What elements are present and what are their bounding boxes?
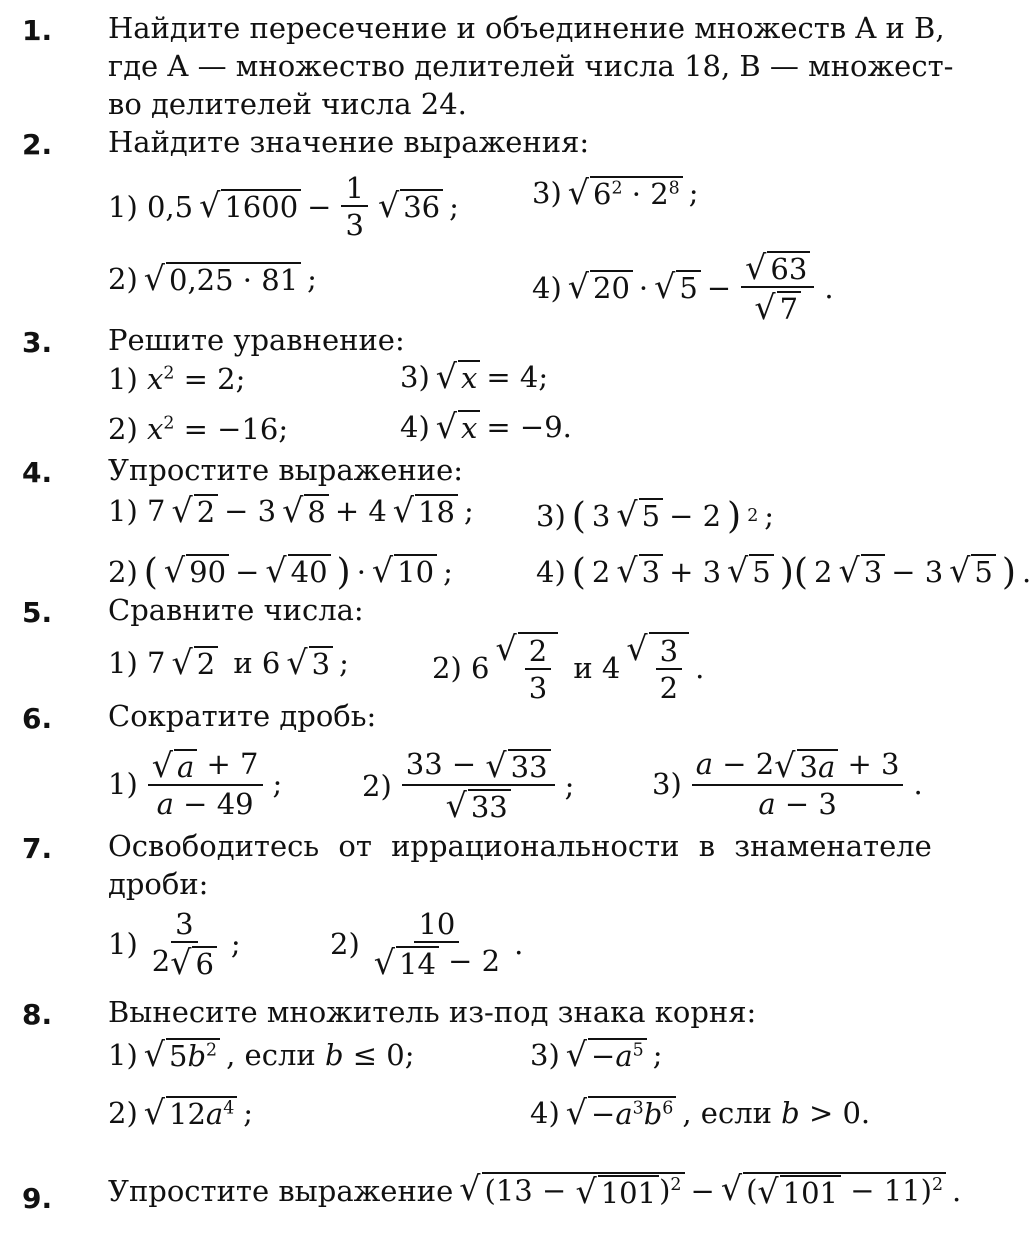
problem-6-option-2: 2) 33 − √ 33 √ 33 ; (362, 745, 575, 825)
problem-4-option-4: 4) ( 2 √ 3 + 3 √ 5 )( 2 √ 3 − 3 √ 5 ) . (536, 550, 1031, 593)
problem-1-line-1: Найдите пересечение и объединение множеств A и B, (108, 11, 945, 45)
problem-8-title: Вынесите множитель из-под знака корня: (108, 995, 757, 1029)
problem-8-option-1: 1) √ $5b^2$ , если b ≤ 0; (108, 1035, 415, 1074)
problem-3-option-3: 3) √ x = 4; (400, 357, 549, 396)
problem-7-option-2: 2) 10 √ 14 − 2 . (330, 907, 524, 982)
problem-2-option-4: 4) √ 20 · √ 5 − √ 63 √ 7 . (532, 247, 834, 327)
problem-6-option-3: 3) a − 2 √ 3a + 3 a − 3 . (652, 745, 923, 822)
problem-3-option-2: 2) $x^2 = -16$; (108, 412, 289, 446)
problem-5-title: Сравните числа: (108, 593, 364, 627)
problem-3-option-4: 4) √ x = −9. (400, 407, 572, 446)
problem-7-line-2: дроби: (108, 867, 209, 901)
problem-3-option-1: 1) $x^2 = 2$; (108, 362, 246, 396)
problem-1-line-3: во делителей числа 24. (108, 87, 467, 121)
problem-6-option-1: 1) √ a + 7 a − 49 ; (108, 745, 283, 822)
problem-2-option-1: 1) 0,5 √ 1600 − $\frac{1}{3}$ √ 36 ; (108, 171, 459, 242)
problem-7-line-1: Освободитесь от иррациональности в знаменателе (108, 829, 932, 863)
problem-6-title: Сократите дробь: (108, 699, 377, 733)
problem-4-option-2: 2) ( √ 90 − √ 40 ) · √ 10 ; (108, 550, 453, 593)
problem-9-text: Упростите выражение √ (13 − √ 101 )$^2$ − √ ( √ 101 − 11)$^2$ . (108, 1169, 962, 1211)
problem-9-number: 9. (22, 1182, 53, 1215)
problem-5-option-1: 1) 7 √ 2 и 6 √ 3 ; (108, 643, 349, 682)
problem-4-option-1: 1) 7 √ 2 − 3 √ 8 + 4 √ 18 ; (108, 491, 474, 530)
problem-4-title: Упростите выражение: (108, 453, 464, 487)
problem-5-option-2: 2) 6 √ $\frac{2}{3}$ и 4 √ $\frac{3}{2}$ . (432, 629, 705, 705)
problem-2-option-3: 3) √ $6^2 \cdot 2^8$ ; (532, 173, 699, 212)
problem-5-number: 5. (22, 596, 53, 629)
problem-1-line-2: где A — множество делителей числа 18, B — множест- (108, 49, 954, 83)
problem-4-number: 4. (22, 456, 53, 489)
problem-8-number: 8. (22, 998, 53, 1031)
problem-8-option-4: 4) √ $-a^3b^6$ , если b > 0. (530, 1093, 871, 1132)
problem-4-option-3: 3) ( 3 √ 5 − 2 ) 2 ; (536, 494, 775, 537)
problem-1-number: 1. (22, 14, 53, 47)
problem-3-number: 3. (22, 326, 53, 359)
problem-3-title: Решите уравнение: (108, 323, 405, 357)
problem-2-title: Найдите значение выражения: (108, 125, 590, 159)
problem-7-number: 7. (22, 832, 53, 865)
problem-8-option-2: 2) √ $12a^4$ ; (108, 1093, 254, 1132)
problem-2-option-2: 2) √ 0,25 · 81 ; (108, 259, 317, 298)
problem-6-number: 6. (22, 702, 53, 735)
problem-7-option-1: 1) 3 2 √ 6 ; (108, 907, 241, 982)
problem-2-number: 2. (22, 128, 53, 161)
problem-8-option-3: 3) √ $-a^5$ ; (530, 1035, 663, 1074)
